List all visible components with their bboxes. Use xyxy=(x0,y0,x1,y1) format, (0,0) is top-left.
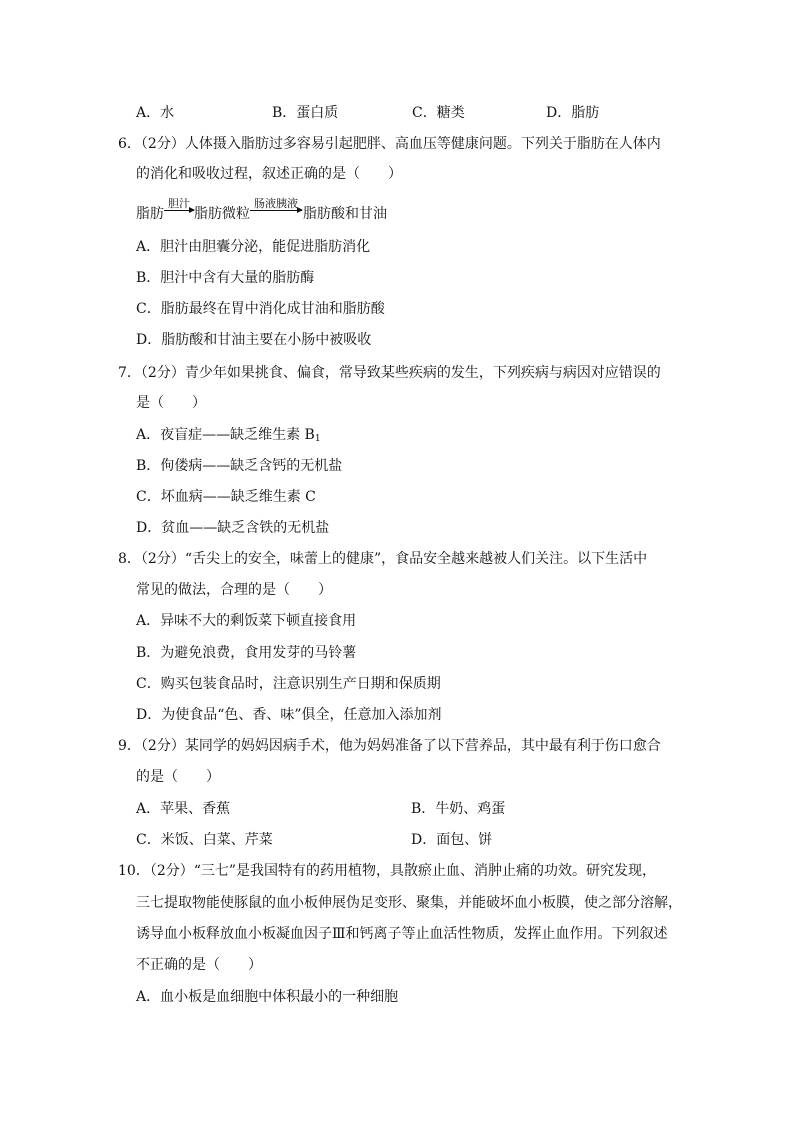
diagram-start: 脂肪 xyxy=(136,206,164,222)
q9-option-d[interactable]: D．面包、饼 xyxy=(411,832,493,848)
q6-option-a[interactable]: A．胆汁由胆囊分泌，能促进脂肪消化 xyxy=(136,239,371,255)
q8-stem-line2: 常见的做法，合理的是（ ） xyxy=(136,582,332,598)
q8-option-b[interactable]: B．为避免浪费，食用发芽的马铃薯 xyxy=(136,645,357,661)
q8-stem-line1: 8．（2分）“舌尖上的安全，味蕾上的健康”，食品安全越来越被人们关注。以下生活中 xyxy=(118,551,648,567)
q7-option-c[interactable]: C．坏血病——缺乏维生素 C xyxy=(136,489,316,505)
q10-stem-line3: 诱导血小板释放血小板凝血因子Ⅲ和钙离子等止血活性物质，发挥止血作用。下列叙述 xyxy=(136,926,668,942)
q10-option-a[interactable]: A．血小板是血细胞中体积最小的一种细胞 xyxy=(136,989,399,1005)
q8-option-d[interactable]: D．为使食品“色、香、味”俱全，任意加入添加剂 xyxy=(136,707,442,723)
q10-stem-line4: 不正确的是（ ） xyxy=(136,957,262,973)
q7-option-a[interactable] xyxy=(136,425,321,449)
q6-option-c[interactable]: C．脂肪最终在胃中消化成甘油和脂肪酸 xyxy=(136,301,385,317)
q9-option-c[interactable]: C．米饭、白菜、芹菜 xyxy=(136,832,273,848)
q10-stem-line2: 三七提取物能使豚鼠的血小板伸展伪足变形、聚集，并能破坏血小板膜，使之部分溶解， xyxy=(136,895,682,911)
diagram-arrow-2-label: 肠液胰液 xyxy=(254,197,298,210)
q9-option-b[interactable]: B．牛奶、鸡蛋 xyxy=(411,801,506,817)
arrow-right-icon xyxy=(250,210,302,211)
q7-stem-line1: 7．（2分）青少年如果挑食、偏食，常导致某些疾病的发生，下列疾病与病因对应错误的 xyxy=(118,365,661,381)
q6-stem-line2: 的消化和吸收过程，叙述正确的是（ ） xyxy=(136,166,402,182)
q7-stem-line2: 是（ ） xyxy=(136,395,206,411)
diagram-arrow-2 xyxy=(250,198,302,211)
q8-option-a[interactable]: A．异味不大的剩饭菜下顿直接食用 xyxy=(136,613,357,629)
q9-stem-line1: 9．（2分）某同学的妈妈因病手术，他为妈妈准备了以下营养品，其中最有利于伤口愈合 xyxy=(118,738,661,754)
q5-option-b[interactable]: B．蛋白质 xyxy=(272,105,339,121)
diagram-middle: 脂肪微粒 xyxy=(194,206,250,222)
q7-option-d[interactable]: D．贫血——缺乏含铁的无机盐 xyxy=(136,520,330,536)
q5-option-a[interactable]: A．水 xyxy=(136,105,175,121)
q7-option-a-text: A．夜盲症——缺乏维生素 B xyxy=(136,427,315,443)
q7-option-a-subscript: 1 xyxy=(314,434,321,444)
q9-option-a[interactable]: A．苹果、香蕉 xyxy=(136,801,231,817)
diagram-arrow-1-label: 胆汁 xyxy=(168,197,190,210)
q6-option-d[interactable]: D．脂肪酸和甘油主要在小肠中被吸收 xyxy=(136,332,372,348)
q9-stem-line2: 的是（ ） xyxy=(136,769,220,785)
q10-stem-line1: 10．（2分）“三七”是我国特有的药用植物，具散瘀止血、消肿止痛的功效。研究发现， xyxy=(118,863,657,879)
q5-option-c[interactable]: C．糖类 xyxy=(412,105,465,121)
q7-option-b[interactable]: B．佝偻病——缺乏含钙的无机盐 xyxy=(136,458,343,474)
diagram-arrow-1 xyxy=(164,198,194,211)
diagram-end: 脂肪酸和甘油 xyxy=(303,206,387,222)
q5-option-d[interactable]: D．脂肪 xyxy=(546,105,600,121)
q6-option-b[interactable]: B．胆汁中含有大量的脂肪酶 xyxy=(136,270,315,286)
q8-option-c[interactable]: C．购买包装食品时，注意识别生产日期和保质期 xyxy=(136,676,441,692)
arrow-right-icon xyxy=(164,210,194,211)
q6-stem-line1: 6．（2分）人体摄入脂肪过多容易引起肥胖、高血压等健康问题。下列关于脂肪在人体内 xyxy=(118,136,661,152)
